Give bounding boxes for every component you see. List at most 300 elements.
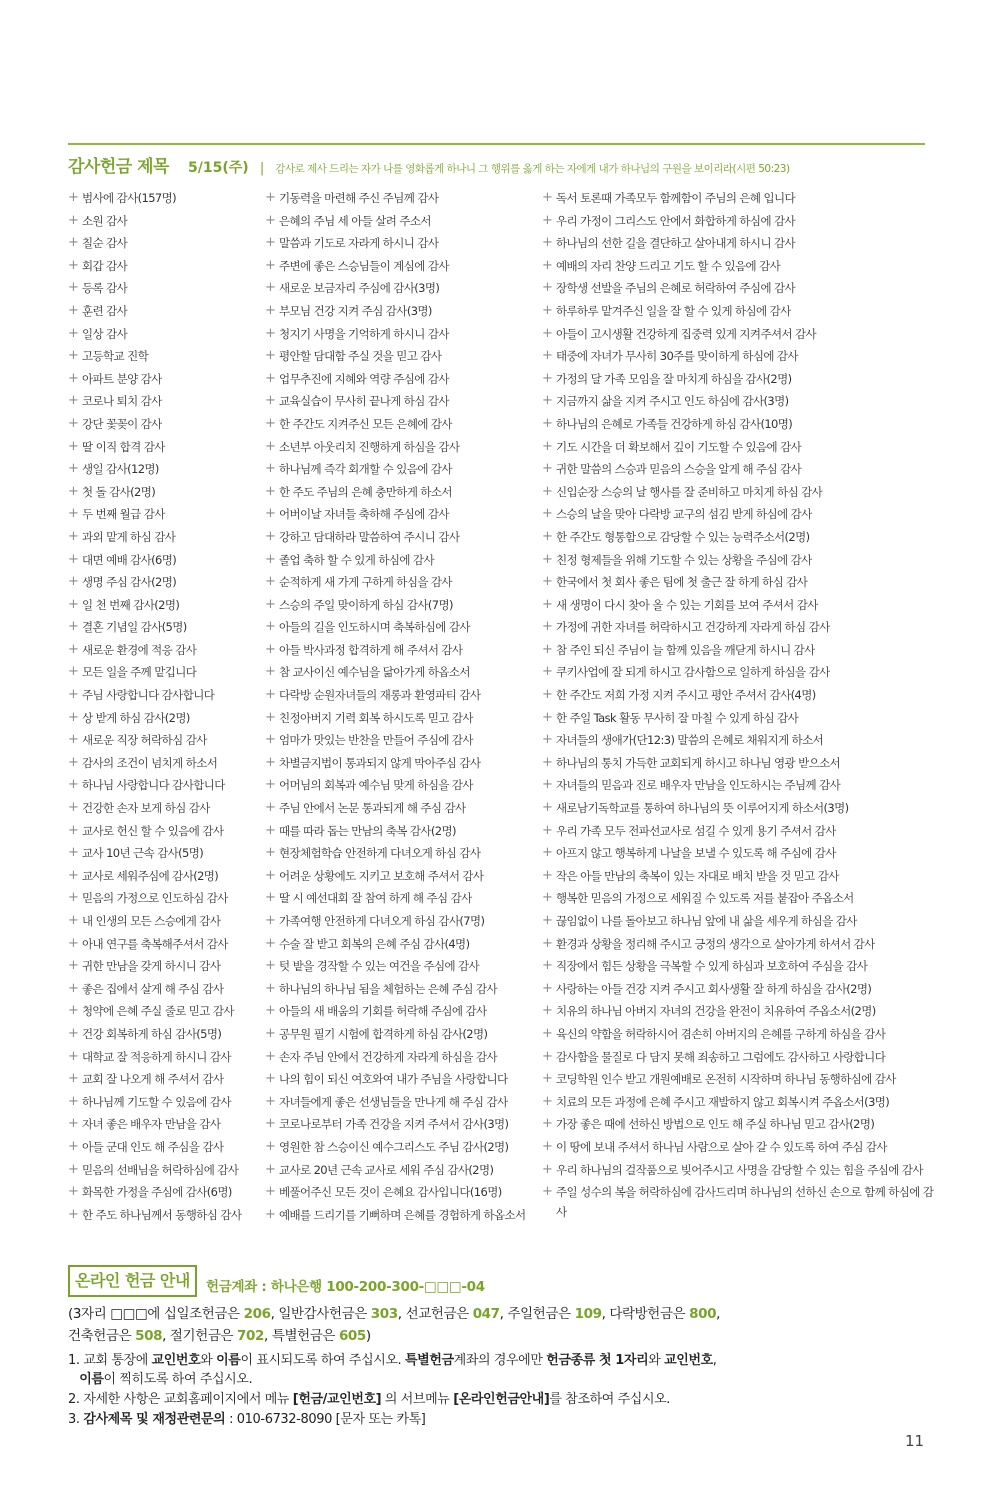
- thanks-item-text: 코로나 퇴치 감사: [82, 394, 162, 409]
- thanks-item: [542, 1136, 937, 1159]
- plus-icon: +: [68, 777, 79, 793]
- thanks-item-text: 고등학교 진학: [82, 349, 149, 364]
- thanks-item-text: 훈련 감사: [82, 303, 128, 318]
- thanks-item-text: 교사 10년 근속 감사(5명): [82, 846, 204, 861]
- thanks-item-text: 장학생 선발을 주님의 은혜로 허락하여 주심에 감사: [556, 281, 796, 296]
- thanks-item-text: 쿠키사업에 잘 되게 하시고 감사함으로 일하게 하심을 감사: [556, 665, 830, 680]
- thanks-item: [265, 774, 540, 797]
- thanks-item: [68, 1068, 263, 1091]
- plus-icon: +: [68, 506, 79, 522]
- thanks-item-text: 어머님의 회복과 예수님 맞게 하심을 감사: [279, 778, 473, 793]
- thanks-item-text: 주님 안에서 논문 통과되게 해 주심 감사: [279, 801, 466, 816]
- thanks-item: [542, 661, 937, 684]
- plus-icon: +: [68, 212, 79, 228]
- thanks-item-text: 끊임없이 나를 돌아보고 하나님 앞에 내 삶을 세우게 하심을 감사: [556, 914, 857, 928]
- plus-icon: +: [542, 348, 553, 364]
- plus-icon: +: [265, 1093, 276, 1109]
- code-value-2: 303: [370, 1306, 398, 1322]
- plus-icon: +: [68, 1184, 79, 1200]
- thanks-item: [542, 1023, 937, 1046]
- plus-icon: +: [542, 619, 553, 635]
- plus-icon: +: [542, 1048, 553, 1064]
- thanks-item: [265, 1181, 540, 1204]
- thanks-item-text: 일 천 번째 감사(2명): [82, 597, 180, 612]
- plus-icon: +: [265, 415, 276, 431]
- thanks-item: [542, 1181, 937, 1222]
- code-value-8: 605: [338, 1328, 366, 1344]
- thanks-item: [265, 526, 540, 549]
- thanks-item: [68, 210, 263, 233]
- thanks-item-text: 교사로 20년 근속 교사로 세워 주심 감사(2명): [279, 1162, 494, 1177]
- thanks-item-text: 주변에 좋은 스승님들이 계심에 감사: [279, 258, 449, 273]
- plus-icon: +: [542, 935, 553, 951]
- thanks-item-text: 새로남기독학교를 통하여 하나님의 뜻 이루어지게 하소서(3명): [556, 801, 849, 816]
- thanks-item-text: 아들의 길을 인도하시며 축복하심에 감사: [279, 620, 470, 635]
- thanks-item-text: 강단 꽃꽂이 감사: [82, 416, 162, 431]
- plus-icon: +: [265, 325, 276, 341]
- thanks-item-text: 귀한 만남을 갖게 하시니 감사: [82, 959, 221, 974]
- plus-icon: +: [68, 1025, 79, 1041]
- thanks-item-text: 사랑하는 아들 건강 지켜 주시고 회사생활 잘 하게 하심을 감사(2명): [556, 981, 872, 996]
- plus-icon: +: [265, 190, 276, 205]
- thanks-item: [542, 571, 937, 594]
- thanks-item-text: 한 주간도 지켜주신 모든 은혜에 감사: [279, 416, 452, 431]
- thanks-item-text: 일상 감사: [82, 326, 128, 341]
- thanks-item-text: 친정 형제들을 위해 기도할 수 있는 상황을 주심에 감사: [556, 552, 812, 567]
- plus-icon: +: [265, 867, 276, 883]
- plus-icon: +: [68, 845, 79, 861]
- thanks-item-text: 베풀어주신 모든 것이 은혜요 감사입니다(16명): [279, 1185, 502, 1200]
- plus-icon: +: [68, 732, 79, 748]
- thanks-item-text: 감사함을 물질로 다 담지 못해 죄송하고 그럼에도 감사하고 사랑합니다: [556, 1049, 886, 1064]
- thanks-item-text: 말씀과 기도로 자라게 하시니 감사: [279, 236, 439, 251]
- thanks-item-text: 대학교 잘 적응하게 하시니 감사: [82, 1049, 231, 1064]
- code-value-3: 047: [472, 1306, 500, 1322]
- thanks-item-text: 텃 밭을 경작할 수 있는 여건을 주심에 감사: [279, 959, 480, 974]
- thanks-item-text: 강하고 담대하라 말씀하여 주시니 감사: [279, 529, 460, 544]
- thanks-item-text: 우리 가정이 그리스도 안에서 화합하게 하심에 감사: [556, 213, 796, 228]
- thanks-item: [68, 639, 263, 662]
- thanks-item: [265, 436, 540, 459]
- thanks-item: [542, 820, 937, 843]
- thanks-item-text: 모든 일을 주께 맡깁니다: [82, 665, 197, 680]
- plus-icon: +: [68, 641, 79, 657]
- thanks-item: [542, 323, 937, 346]
- thanks-item-text: 대면 예배 감사(6명): [82, 552, 177, 567]
- plus-icon: +: [265, 574, 276, 590]
- thanks-item-text: 스승의 주일 맞이하게 하심 감사(7명): [279, 597, 453, 612]
- thanks-item-text: 참 주인 되신 주님이 늘 함께 있음을 깨닫게 하시니 감사: [556, 642, 815, 657]
- thanks-item-text: 참 교사이신 예수님을 닮아가게 하옵소서: [279, 665, 470, 680]
- thanks-item-text: 스승의 날을 맞아 다락방 교구의 섬김 받게 하심에 감사: [556, 507, 812, 522]
- thanks-item-text: 칠순 감사: [82, 236, 128, 251]
- thanks-item-text: 치유의 하나님 아버지 자녀의 건강을 완전이 치유하여 주옵소서(2명): [556, 1004, 876, 1019]
- thanks-item-text: 육신의 약함을 허락하시어 겸손히 아버지의 은혜를 구하게 하심을 감사: [556, 1026, 886, 1041]
- plus-icon: +: [265, 370, 276, 386]
- plus-icon: +: [265, 461, 276, 477]
- thanks-item-text: 새로운 직장 허락하심 감사: [82, 733, 207, 748]
- code-label-4: 주일헌금은: [507, 1306, 571, 1322]
- thanks-item: [542, 639, 937, 662]
- plus-icon: +: [542, 1161, 553, 1177]
- thanks-item: [68, 277, 263, 300]
- thanks-item: [542, 684, 937, 707]
- plus-icon: +: [542, 980, 553, 996]
- plus-icon: +: [542, 393, 553, 409]
- plus-icon: +: [68, 913, 79, 928]
- plus-icon: +: [542, 641, 553, 657]
- code-label-7: 절기헌금은: [169, 1328, 234, 1344]
- thanks-item: [265, 503, 540, 526]
- plus-icon: +: [68, 257, 79, 273]
- thanks-item: [265, 842, 540, 865]
- plus-icon: +: [68, 370, 79, 386]
- thanks-item: [265, 639, 540, 662]
- plus-icon: +: [68, 709, 79, 725]
- thanks-item-text: 좋은 집에서 살게 해 주심 감사: [82, 981, 224, 996]
- thanks-item: [68, 1000, 263, 1023]
- thanks-item: [265, 955, 540, 978]
- code-value-4: 109: [574, 1306, 602, 1322]
- thanks-item-text: 자녀들의 믿음과 진로 배우자 만남을 인도하시는 주님께 감사: [556, 778, 841, 793]
- thanks-item: [68, 1181, 263, 1204]
- section-title: 감사헌금 제목: [68, 157, 169, 177]
- thanks-item: [542, 390, 937, 413]
- thanks-item: [542, 413, 937, 436]
- plus-icon: +: [542, 777, 553, 793]
- thanks-item: [542, 436, 937, 459]
- plus-icon: +: [68, 1138, 79, 1154]
- thanks-item-text: 손자 주님 안에서 건강하게 자라게 하심을 감사: [279, 1049, 498, 1064]
- thanks-item-text: 새로운 환경에 적응 감사: [82, 642, 197, 657]
- thanks-item-text: 새 생명이 다시 찾아 올 수 있는 기회를 보여 주셔서 감사: [556, 597, 818, 612]
- plus-icon: +: [265, 1138, 276, 1154]
- thanks-item: [265, 187, 540, 210]
- thanks-item: [68, 1159, 263, 1182]
- thanks-item: [542, 774, 937, 797]
- thanks-item: [68, 390, 263, 413]
- thanks-item-text: 교사로 세워주심에 감사(2명): [82, 868, 219, 883]
- thanks-item: [542, 842, 937, 865]
- plus-icon: +: [68, 867, 79, 883]
- note-3: 3. 감사제목 및 재정관련문의 : 010-6732-8090 [문자 또는 카톡]: [68, 1412, 426, 1427]
- thanks-item: [265, 616, 540, 639]
- thanks-item: [68, 978, 263, 1001]
- plus-icon: +: [542, 754, 553, 770]
- thanks-item: [68, 865, 263, 888]
- thanks-item: [265, 661, 540, 684]
- thanks-item-text: 한 주도 하나님께서 동행하심 감사: [82, 1207, 242, 1222]
- thanks-item: [265, 1023, 540, 1046]
- plus-icon: +: [265, 506, 276, 522]
- plus-icon: +: [68, 302, 79, 318]
- thanks-item: [68, 1046, 263, 1069]
- thanks-item-text: 업무추진에 지혜와 역량 주심에 감사: [279, 371, 449, 386]
- thanks-item-text: 소년부 아웃리치 진행하게 하심을 감사: [279, 439, 460, 454]
- thanks-item: [68, 1204, 263, 1227]
- plus-icon: +: [265, 235, 276, 251]
- plus-icon: +: [68, 958, 79, 974]
- thanks-item-text: 자녀들의 생애가(단12:3) 말씀의 은혜로 채워지게 하소서: [556, 733, 824, 748]
- thanks-item: [265, 820, 540, 843]
- thanks-item-text: 귀한 말씀의 스승과 믿음의 스승을 알게 해 주심 감사: [556, 462, 802, 477]
- thanks-item: [542, 187, 937, 210]
- thanks-item-text: 수술 잘 받고 회복의 은혜 주심 감사(4명): [279, 936, 470, 951]
- thanks-item-text: 생일 감사(12명): [82, 462, 159, 477]
- thanks-item: [265, 1113, 540, 1136]
- plus-icon: +: [265, 528, 276, 544]
- thanks-item-text: 가족여행 안전하게 다녀오게 하심 감사(7명): [279, 914, 485, 928]
- plus-icon: +: [542, 1184, 553, 1200]
- plus-icon: +: [68, 980, 79, 996]
- thanks-item: [68, 503, 263, 526]
- plus-icon: +: [542, 325, 553, 341]
- thanks-item: [68, 368, 263, 391]
- thanks-item: [265, 865, 540, 888]
- account-info: 헌금계좌 : 하나은행 100-200-300-□□□-04: [206, 1279, 485, 1295]
- plus-icon: +: [542, 1003, 553, 1019]
- thanks-item-text: 이 땅에 보내 주셔서 하나님 사람으로 살아 갈 수 있도록 하여 주심 감사: [556, 1139, 887, 1154]
- thanks-item: [68, 797, 263, 820]
- thanks-item: [265, 887, 540, 910]
- thanks-item: [265, 1046, 540, 1069]
- plus-icon: +: [265, 483, 276, 499]
- thanks-item-text: 첫 돌 감사(2명): [82, 484, 156, 499]
- plus-icon: +: [68, 1206, 79, 1222]
- plus-icon: +: [68, 483, 79, 499]
- thanks-item: [542, 594, 937, 617]
- thanks-item-text: 가장 좋은 때에 선하신 방법으로 인도 해 주실 하나님 믿고 감사(2명): [556, 1117, 875, 1132]
- plus-icon: +: [542, 212, 553, 228]
- thanks-item: [265, 413, 540, 436]
- thanks-item-text: 기도 시간을 더 확보해서 깊이 기도할 수 있음에 감사: [556, 439, 802, 454]
- plus-icon: +: [68, 325, 79, 341]
- thanks-item-text: 예배의 자리 찬양 드리고 기도 할 수 있음에 감사: [556, 258, 781, 273]
- plus-icon: +: [542, 732, 553, 748]
- plus-icon: +: [265, 438, 276, 454]
- thanks-item-text: 자녀들에게 좋은 선생님들을 만나게 해 주심 감사: [279, 1094, 508, 1109]
- thanks-column-2: [265, 187, 540, 1226]
- thanks-item: [68, 481, 263, 504]
- plus-icon: +: [265, 596, 276, 612]
- thanks-item-text: 태중에 자녀가 무사히 30주를 맞이하게 하심에 감사: [556, 349, 798, 364]
- thanks-item-text: 회갑 감사: [82, 258, 128, 273]
- thanks-item: [542, 210, 937, 233]
- plus-icon: +: [542, 1025, 553, 1041]
- thanks-item-text: 딸 이직 합격 감사: [82, 439, 165, 454]
- top-rule: [68, 143, 925, 145]
- thanks-item: [265, 1000, 540, 1023]
- thanks-item: [68, 774, 263, 797]
- thanks-item-text: 하나님의 선한 길을 결단하고 살아내게 하시니 감사: [556, 236, 796, 251]
- thanks-item-text: 주일 성수의 복을 허락하심에 감사드리며 하나님의 선하신 손으로 함께 하심에 감사: [556, 1185, 934, 1220]
- thanks-item-text: 하나님께 즉각 회개할 수 있음에 감사: [279, 462, 452, 477]
- thanks-item-text: 때를 따라 돕는 만남의 축복 감사(2명): [279, 823, 456, 838]
- thanks-item: [68, 684, 263, 707]
- thanks-item: [265, 210, 540, 233]
- thanks-item-text: 결혼 기념일 감사(5명): [82, 620, 187, 635]
- thanks-item: [68, 707, 263, 730]
- thanks-item: [265, 684, 540, 707]
- scripture-verse: 감사로 제사 드리는 자가 나를 영화롭게 하나니 그 행위를 옳게 하는 자에게 내가 하나님의 구원을 보이리라(시편 50:23): [275, 163, 790, 175]
- plus-icon: +: [542, 664, 553, 680]
- thanks-item: [265, 1136, 540, 1159]
- thanks-item: [265, 458, 540, 481]
- thanks-item: [265, 481, 540, 504]
- plus-icon: +: [265, 958, 276, 974]
- thanks-item: [542, 368, 937, 391]
- thanks-item: [542, 729, 937, 752]
- thanks-item-text: 하나님 사랑합니다 감사합니다: [82, 778, 225, 793]
- header-separator: |: [259, 161, 265, 176]
- plus-icon: +: [542, 461, 553, 477]
- thanks-item: [68, 526, 263, 549]
- plus-icon: +: [542, 280, 553, 296]
- plus-icon: +: [68, 438, 79, 454]
- thanks-item: [68, 413, 263, 436]
- codes-line: (3자리 □□□에 십일조헌금은 206, 일반감사헌금은 303, 선교헌금은 047, 주일헌금은 109, 다락방헌금은 800, 건축헌금은 508, 절기헌금은 702, 특별헌금은 605): [68, 1306, 721, 1344]
- note-2: 2. 자세한 사항은 교회홈페이지에서 메뉴 [헌금/교인번호] 의 서브메뉴 [온라인헌금안내]를 참조하여 주십시오.: [68, 1392, 671, 1407]
- plus-icon: +: [265, 1184, 276, 1200]
- thanks-item: [542, 232, 937, 255]
- plus-icon: +: [68, 664, 79, 680]
- thanks-item: [542, 255, 937, 278]
- thanks-item: [542, 1091, 937, 1114]
- thanks-item-text: 예배를 드리기를 기뻐하며 은혜를 경험하게 하옵소서: [279, 1207, 526, 1222]
- thanks-item: [542, 1113, 937, 1136]
- plus-icon: +: [68, 935, 79, 951]
- thanks-item-text: 아파트 분양 감사: [82, 371, 162, 386]
- plus-icon: +: [265, 1048, 276, 1064]
- plus-icon: +: [265, 212, 276, 228]
- thanks-item: [68, 1136, 263, 1159]
- plus-icon: +: [265, 302, 276, 318]
- thanks-item: [265, 1091, 540, 1114]
- thanks-item: [68, 933, 263, 956]
- thanks-item: [542, 458, 937, 481]
- plus-icon: +: [265, 551, 276, 567]
- thanks-item: [68, 232, 263, 255]
- plus-icon: +: [68, 890, 79, 906]
- plus-icon: +: [68, 1161, 79, 1177]
- thanks-item-text: 지금까지 삶을 지켜 주시고 인도 하심에 감사(3명): [556, 394, 789, 409]
- thanks-item-text: 등록 감사: [82, 281, 128, 296]
- plus-icon: +: [265, 664, 276, 680]
- plus-icon: +: [68, 687, 79, 703]
- plus-icon: +: [542, 257, 553, 273]
- plus-icon: +: [265, 1025, 276, 1041]
- thanks-item: [265, 255, 540, 278]
- code-value-6: 508: [135, 1328, 163, 1344]
- plus-icon: +: [265, 1161, 276, 1177]
- thanks-item-text: 친정아버지 기력 회복 하시도록 믿고 감사: [279, 710, 473, 725]
- section-date: 5/15(주): [188, 160, 249, 176]
- thanks-item-text: 믿음의 가정으로 인도하심 감사: [82, 891, 228, 906]
- plus-icon: +: [542, 1116, 553, 1132]
- thanks-item-text: 한 주간도 형통함으로 감당할 수 있는 능력주소서(2명): [556, 529, 810, 544]
- plus-icon: +: [68, 348, 79, 364]
- thanks-item-text: 한국에서 첫 회사 좋은 팀에 첫 출근 잘 하게 하심 감사: [556, 575, 808, 590]
- code-label-1: 십일조헌금은: [163, 1306, 240, 1322]
- code-value-7: 702: [237, 1328, 265, 1344]
- thanks-item-text: 독서 토론때 가족모두 함께함이 주님의 은혜 입니다: [556, 191, 796, 205]
- plus-icon: +: [265, 980, 276, 996]
- thanks-item: [542, 955, 937, 978]
- thanks-item: [68, 842, 263, 865]
- thanks-item: [265, 797, 540, 820]
- thanks-item: [265, 368, 540, 391]
- thanks-item: [542, 345, 937, 368]
- plus-icon: +: [542, 506, 553, 522]
- plus-icon: +: [542, 709, 553, 725]
- thanks-item-text: 어려운 상황에도 지키고 보호해 주셔서 감사: [279, 868, 484, 883]
- thanks-item: [542, 300, 937, 323]
- thanks-item-text: 나의 힘이 되신 여호와여 내가 주님을 사랑합니다: [279, 1072, 508, 1087]
- thanks-item-text: 다락방 순원자녀들의 재롱과 환영파티 감사: [279, 688, 481, 703]
- page-number: 11: [905, 1432, 925, 1450]
- thanks-item: [68, 729, 263, 752]
- plus-icon: +: [68, 800, 79, 816]
- note-1: 1. 교회 통장에 교인번호와 이름이 표시되도록 하여 주십시오. 특별헌금계좌의 경우에만 헌금종류 첫 1자리와 교인번호, 이름이 찍히도록 하여 주십시오.: [68, 1353, 717, 1387]
- thanks-item-text: 신입순장 스승의 날 행사를 잘 준비하고 마치게 하심 감사: [556, 484, 823, 499]
- thanks-item: [68, 549, 263, 572]
- thanks-item: [542, 933, 937, 956]
- thanks-item: [542, 865, 937, 888]
- plus-icon: +: [68, 190, 79, 205]
- thanks-item-text: 우리 하나님의 걸작품으로 빚어주시고 사명을 감당할 수 있는 힘을 주심에 감사: [556, 1162, 923, 1177]
- thanks-item-text: 딸 시 예선대회 잘 참여 하게 해 주심 감사: [279, 891, 472, 906]
- thanks-item-text: 청약에 은혜 주실 줄로 믿고 감사: [82, 1004, 234, 1019]
- thanks-item-text: 내 인생의 모든 스승에게 감사: [82, 914, 221, 928]
- thanks-item: [542, 1068, 937, 1091]
- thanks-item: [265, 345, 540, 368]
- thanks-item: [265, 277, 540, 300]
- thanks-item: [68, 1091, 263, 1114]
- thanks-item: [265, 910, 540, 933]
- thanks-item-text: 교회 잘 나오게 해 주셔서 감사: [82, 1072, 224, 1087]
- thanks-item-text: 엄마가 맛있는 반찬을 만들어 주심에 감사: [279, 733, 473, 748]
- plus-icon: +: [542, 913, 553, 928]
- plus-icon: +: [542, 528, 553, 544]
- thanks-item: [542, 1046, 937, 1069]
- code-label-2: 일반감사헌금은: [278, 1306, 367, 1322]
- thanks-item: [542, 526, 937, 549]
- plus-icon: +: [265, 257, 276, 273]
- thanks-item-text: 교육실습이 무사히 끝나게 하심 감사: [279, 394, 449, 409]
- plus-icon: +: [265, 777, 276, 793]
- thanks-item: [265, 1159, 540, 1182]
- thanks-item: [68, 887, 263, 910]
- thanks-item: [265, 752, 540, 775]
- plus-icon: +: [542, 800, 553, 816]
- plus-icon: +: [542, 415, 553, 431]
- online-offering-label: 온라인 헌금 안내: [68, 1265, 197, 1297]
- offering-codes: [68, 1303, 928, 1347]
- thanks-item: [265, 1068, 540, 1091]
- plus-icon: +: [542, 235, 553, 251]
- plus-icon: +: [265, 619, 276, 635]
- code-value-5: 800: [689, 1306, 717, 1322]
- thanks-item: [265, 571, 540, 594]
- plus-icon: +: [265, 1206, 276, 1222]
- thanks-item-text: 코딩학원 인수 받고 개원예배로 온전히 시작하며 하나님 동행하심에 감사: [556, 1072, 896, 1087]
- plus-icon: +: [68, 551, 79, 567]
- plus-icon: +: [68, 415, 79, 431]
- plus-icon: +: [265, 348, 276, 364]
- section-header: [68, 152, 938, 178]
- plus-icon: +: [265, 280, 276, 296]
- plus-icon: +: [542, 483, 553, 499]
